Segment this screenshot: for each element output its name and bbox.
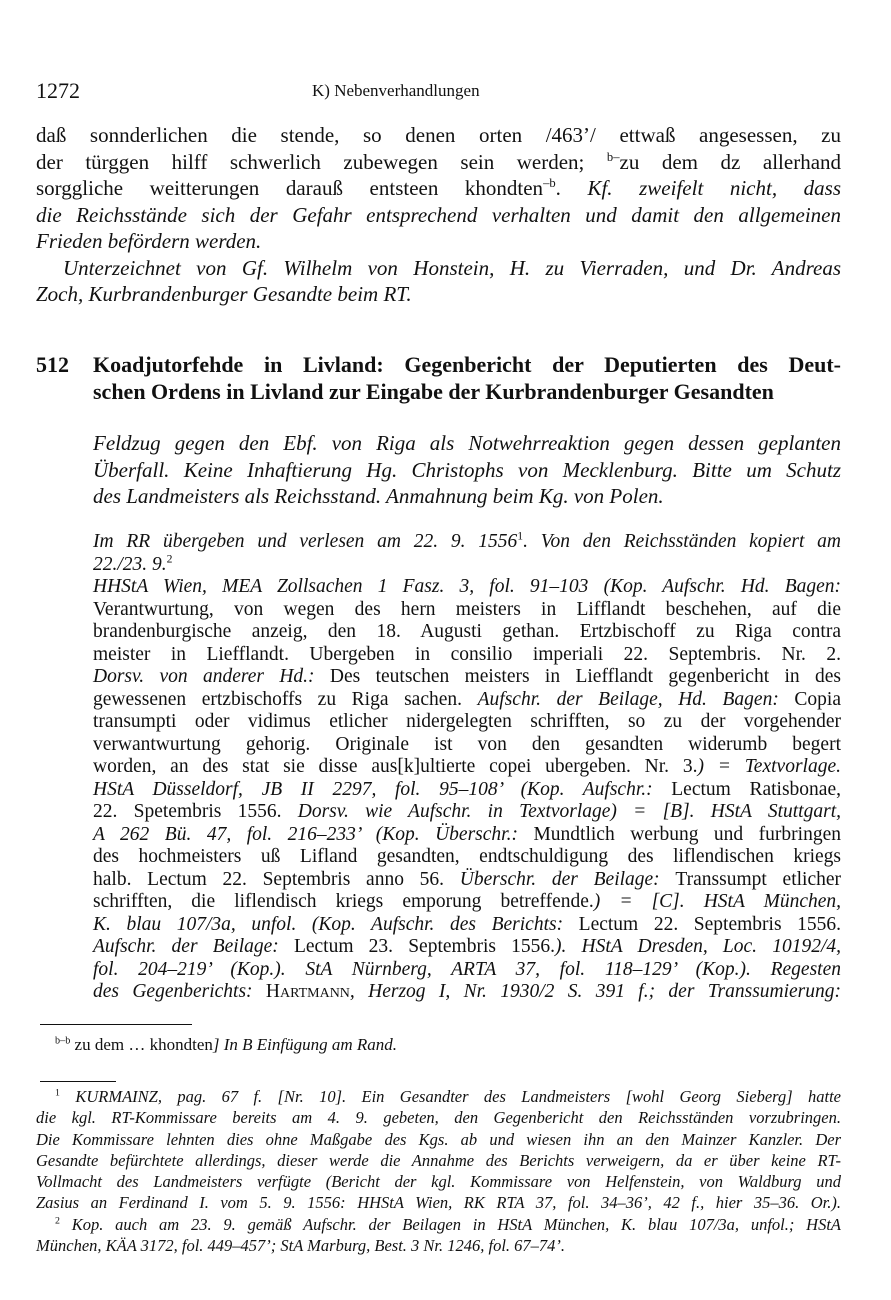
text-line	[93, 824, 841, 847]
text-run: Zasius an Ferdinand I. vom 5. 9. 1556: HHStA Wien, RK RTA 37, fol. 34–36’, 42 f., hier 35–36. Or.).	[36, 1193, 841, 1213]
text-line	[93, 734, 841, 757]
text-run: zu dem … khondten	[70, 1035, 213, 1054]
text-line	[36, 1107, 841, 1128]
document-number: 512	[36, 352, 69, 377]
text-line	[36, 1129, 841, 1150]
text-run: Lectum 23. Septembris 1556.	[293, 936, 555, 957]
text-line	[36, 228, 841, 255]
text-run: Vollmacht des Landmeisters verfügte (Bericht der kgl. Kommissare von Helfenstein, von Waldburg und	[36, 1172, 841, 1192]
text-run: ) = [C]. HStA München,	[593, 891, 842, 912]
text-run: brandenburgische anzeig, den 18. Augusti gethan. Ertzbischoff zu Riga contra	[93, 621, 841, 642]
text-line	[36, 1034, 841, 1056]
text-run: ) = Textvorlage.	[697, 756, 841, 777]
text-run: Gesandte befürchtete allerdings, dieser werde die Annahme des Berichts verweigern, da er über keine RT-	[36, 1150, 841, 1170]
text-line	[93, 599, 841, 622]
text-line	[93, 576, 841, 599]
text-line	[36, 255, 841, 282]
text-run: Transsumpt etlicher	[675, 868, 842, 890]
text-line	[93, 554, 841, 577]
text-run: Dorsv. von anderer Hd.:	[93, 666, 330, 687]
text-run: Lectum 22. Septembris 1556.	[578, 913, 841, 935]
text-run: K. blau 107/3a, unfol. (Kop. Aufschr. des Berichts:	[93, 913, 579, 935]
text-run: Feldzug gegen den Ebf. von Riga als Notwehrreaktion gegen dessen geplanten	[93, 431, 841, 455]
text-line	[36, 1214, 841, 1235]
text-run: fol. 204–219’ (Kop.). StA Nürnberg, ARTA 37, fol. 118–129’ (Kop.). Regesten	[93, 958, 841, 980]
text-run: 22. Spetembris 1556.	[93, 801, 298, 822]
text-run: transumpti oder vidimus etlicher nidergelegten schrifften, so zu der vorgehender	[93, 711, 841, 732]
text-run: des Gegenberichts:	[93, 981, 266, 1002]
text-run: der türggen hilff schwerlich zubewegen sein werden;	[36, 149, 607, 174]
text-run: schen Ordens in Livland zur Eingabe der Kurbrandenburger Gesandten	[93, 378, 774, 404]
text-run: HStA Düsseldorf, JB II 2297, fol. 95–108’ (Kop. Aufschr.:	[93, 778, 672, 800]
text-line	[93, 936, 841, 959]
source-apparatus	[93, 531, 841, 1004]
text-run: schrifften, die liflendisch kriegs emporung betreffende.	[93, 891, 594, 912]
footnote-divider	[40, 1024, 192, 1025]
text-run: Lectum Ratisbonae,	[671, 778, 841, 800]
text-line	[93, 869, 841, 892]
text-run: Dorsv. wie Aufschr. in Textvorlage) = [B]. HStA Stuttgart,	[297, 801, 841, 822]
text-run: HHStA Wien, MEA Zollsachen 1 Fasz. 3, fol. 91–103 (Kop. Aufschr. Hd. Bagen:	[93, 576, 841, 597]
text-line	[36, 1150, 841, 1171]
text-line	[93, 483, 841, 510]
text-run: des hochmeisters uß Lifland gesandten, endtschuldigung des liflendischen kriegs	[93, 846, 841, 867]
text-run: KURMAINZ, pag. 67 f. [Nr. 10]. Ein Gesandter des Landmeisters [wohl Georg Sieberg] hatte	[59, 1087, 841, 1106]
text-run: Aufschr. der Beilage:	[93, 936, 294, 957]
text-line	[93, 430, 841, 457]
text-run: Verantwurtung, von wegen des hern meisters in Lifflandt beschehen, auf die	[93, 598, 841, 620]
text-run: ] In B Einfügung am Rand.	[212, 1035, 398, 1054]
text-run: worden, an des stat sie disse aus[k]ultierte copei ubergeben. Nr. 3.	[93, 756, 698, 777]
text-line	[93, 379, 841, 406]
text-run: des Landmeisters als Reichsstand. Anmahnung beim Kg. von Polen.	[93, 484, 664, 508]
note-marker: 2	[166, 552, 173, 565]
text-line	[93, 779, 841, 802]
text-run: Überschr. der Beilage:	[459, 868, 676, 890]
text-run: ). HStA Dresden, Loc. 10192/4,	[555, 936, 841, 957]
text-line	[36, 149, 841, 176]
text-line	[93, 689, 841, 712]
text-run: Des teutschen meisters in Liefflandt gegenbericht in des	[329, 666, 841, 687]
note-marker: b–	[606, 149, 620, 164]
text-line	[36, 175, 841, 202]
text-run: Koadjutorfehde in Livland: Gegenbericht der Deputierten des Deut-	[93, 352, 841, 377]
text-run: Überfall. Keine Inhaftierung Hg. Christophs von Mecklenburg. Bitte um Schutz	[93, 457, 841, 482]
text-run: Im RR übergeben und verlesen am 22. 9. 1556	[93, 531, 518, 552]
text-line	[93, 801, 841, 824]
text-line	[93, 531, 841, 554]
text-line	[93, 644, 841, 667]
text-run: halb. Lectum 22. Septembris anno 56.	[93, 868, 460, 890]
text-line	[36, 1171, 841, 1192]
footnote-divider	[40, 1081, 116, 1082]
text-run: Frieden befördern werden.	[36, 229, 262, 253]
text-run: Zoch, Kurbrandenburger Gesandte beim RT.	[36, 282, 412, 306]
note-marker: –b	[543, 176, 556, 190]
running-head: K) Nebenverhandlungen	[312, 81, 480, 100]
text-run: Kop. auch am 23. 9. gemäß Aufschr. der Beilagen in HStA München, K. blau 107/3a, unfol.; HStA	[59, 1214, 841, 1234]
text-line	[93, 756, 841, 779]
text-line	[36, 1086, 841, 1107]
text-run: , Herzog I, Nr. 1930/2 S. 391 f.; der Transsumierung:	[349, 981, 842, 1002]
text-line	[36, 122, 841, 149]
text-run: gewessenen ertzbischoffs zu Riga sachen.	[93, 688, 478, 710]
note-marker: 1	[55, 1087, 60, 1099]
text-run: Mundtlich werbung und furbringen	[533, 823, 841, 845]
text-line	[36, 281, 841, 308]
text-run: Aufschr. der Beilage, Hd. Bagen:	[477, 688, 795, 710]
text-run: daß sonnderlichen die stende, so denen orten /463’/ ettwaß angesessen, zu	[36, 123, 841, 147]
text-line	[93, 914, 841, 937]
text-line	[93, 666, 841, 689]
text-run: verwantwurtung gehorig. Originale ist von den gesandten widerumb begert	[93, 733, 841, 755]
text-run: München, KÄA 3172, fol. 449–457’; StA Marburg, Best. 3 Nr. 1246, fol. 67–74’.	[36, 1236, 566, 1256]
note-marker: 1	[517, 529, 524, 543]
document-summary	[93, 430, 841, 510]
text-run: die kgl. RT-Kommissare bereits am 4. 9. gebeten, den Gegenbericht den Reichsständen vorzubringen.	[36, 1108, 841, 1128]
text-line	[93, 891, 841, 914]
text-run: Unterzeichnet von Gf. Wilhelm von Honstein, H. zu Vierraden, und Dr. Andreas	[63, 255, 841, 280]
text-run: die Reichsstände sich der Gefahr entsprechend verhalten und damit den allgemeinen	[36, 202, 841, 227]
text-line	[36, 202, 841, 229]
text-line	[36, 1192, 841, 1213]
text-run: meister in Liefflandt. Ubergeben in consilio imperiali 22. Septembris. Nr. 2.	[93, 643, 841, 665]
closing-paragraph	[36, 122, 841, 308]
text-run: Hartmann	[265, 981, 350, 1002]
numbered-footnotes	[36, 1086, 841, 1256]
text-line	[93, 711, 841, 734]
note-marker: b–b	[55, 1035, 71, 1047]
text-run: 22./23. 9.	[93, 553, 167, 575]
text-line	[93, 981, 841, 1004]
text-line	[93, 846, 841, 869]
text-run: Copia	[794, 688, 841, 710]
text-line	[93, 621, 841, 644]
text-run: Kf. zweifelt nicht, dass	[587, 176, 841, 200]
text-run: zu dem dz allerhand	[619, 149, 842, 174]
text-line	[93, 959, 841, 982]
textual-footnote	[36, 1034, 841, 1056]
text-run: . Von den Reichsständen kopiert am	[523, 531, 841, 552]
text-run: Die Kommissare lehnten dies ohne Maßgabe des Kgs. ab und wiesen ihn an den Mainzer Kanzler. Der	[36, 1129, 841, 1149]
text-run: A 262 Bü. 47, fol. 216–233’ (Kop. Überschr.:	[93, 823, 534, 845]
text-run: sorggliche weitterungen darauß entsteen khondten	[36, 176, 544, 200]
page-number: 1272	[36, 78, 80, 103]
note-marker: 2	[55, 1215, 60, 1227]
text-line	[93, 352, 841, 379]
document-title	[93, 352, 841, 405]
text-run: .	[555, 176, 588, 200]
text-line	[36, 1235, 841, 1256]
text-line	[93, 457, 841, 484]
